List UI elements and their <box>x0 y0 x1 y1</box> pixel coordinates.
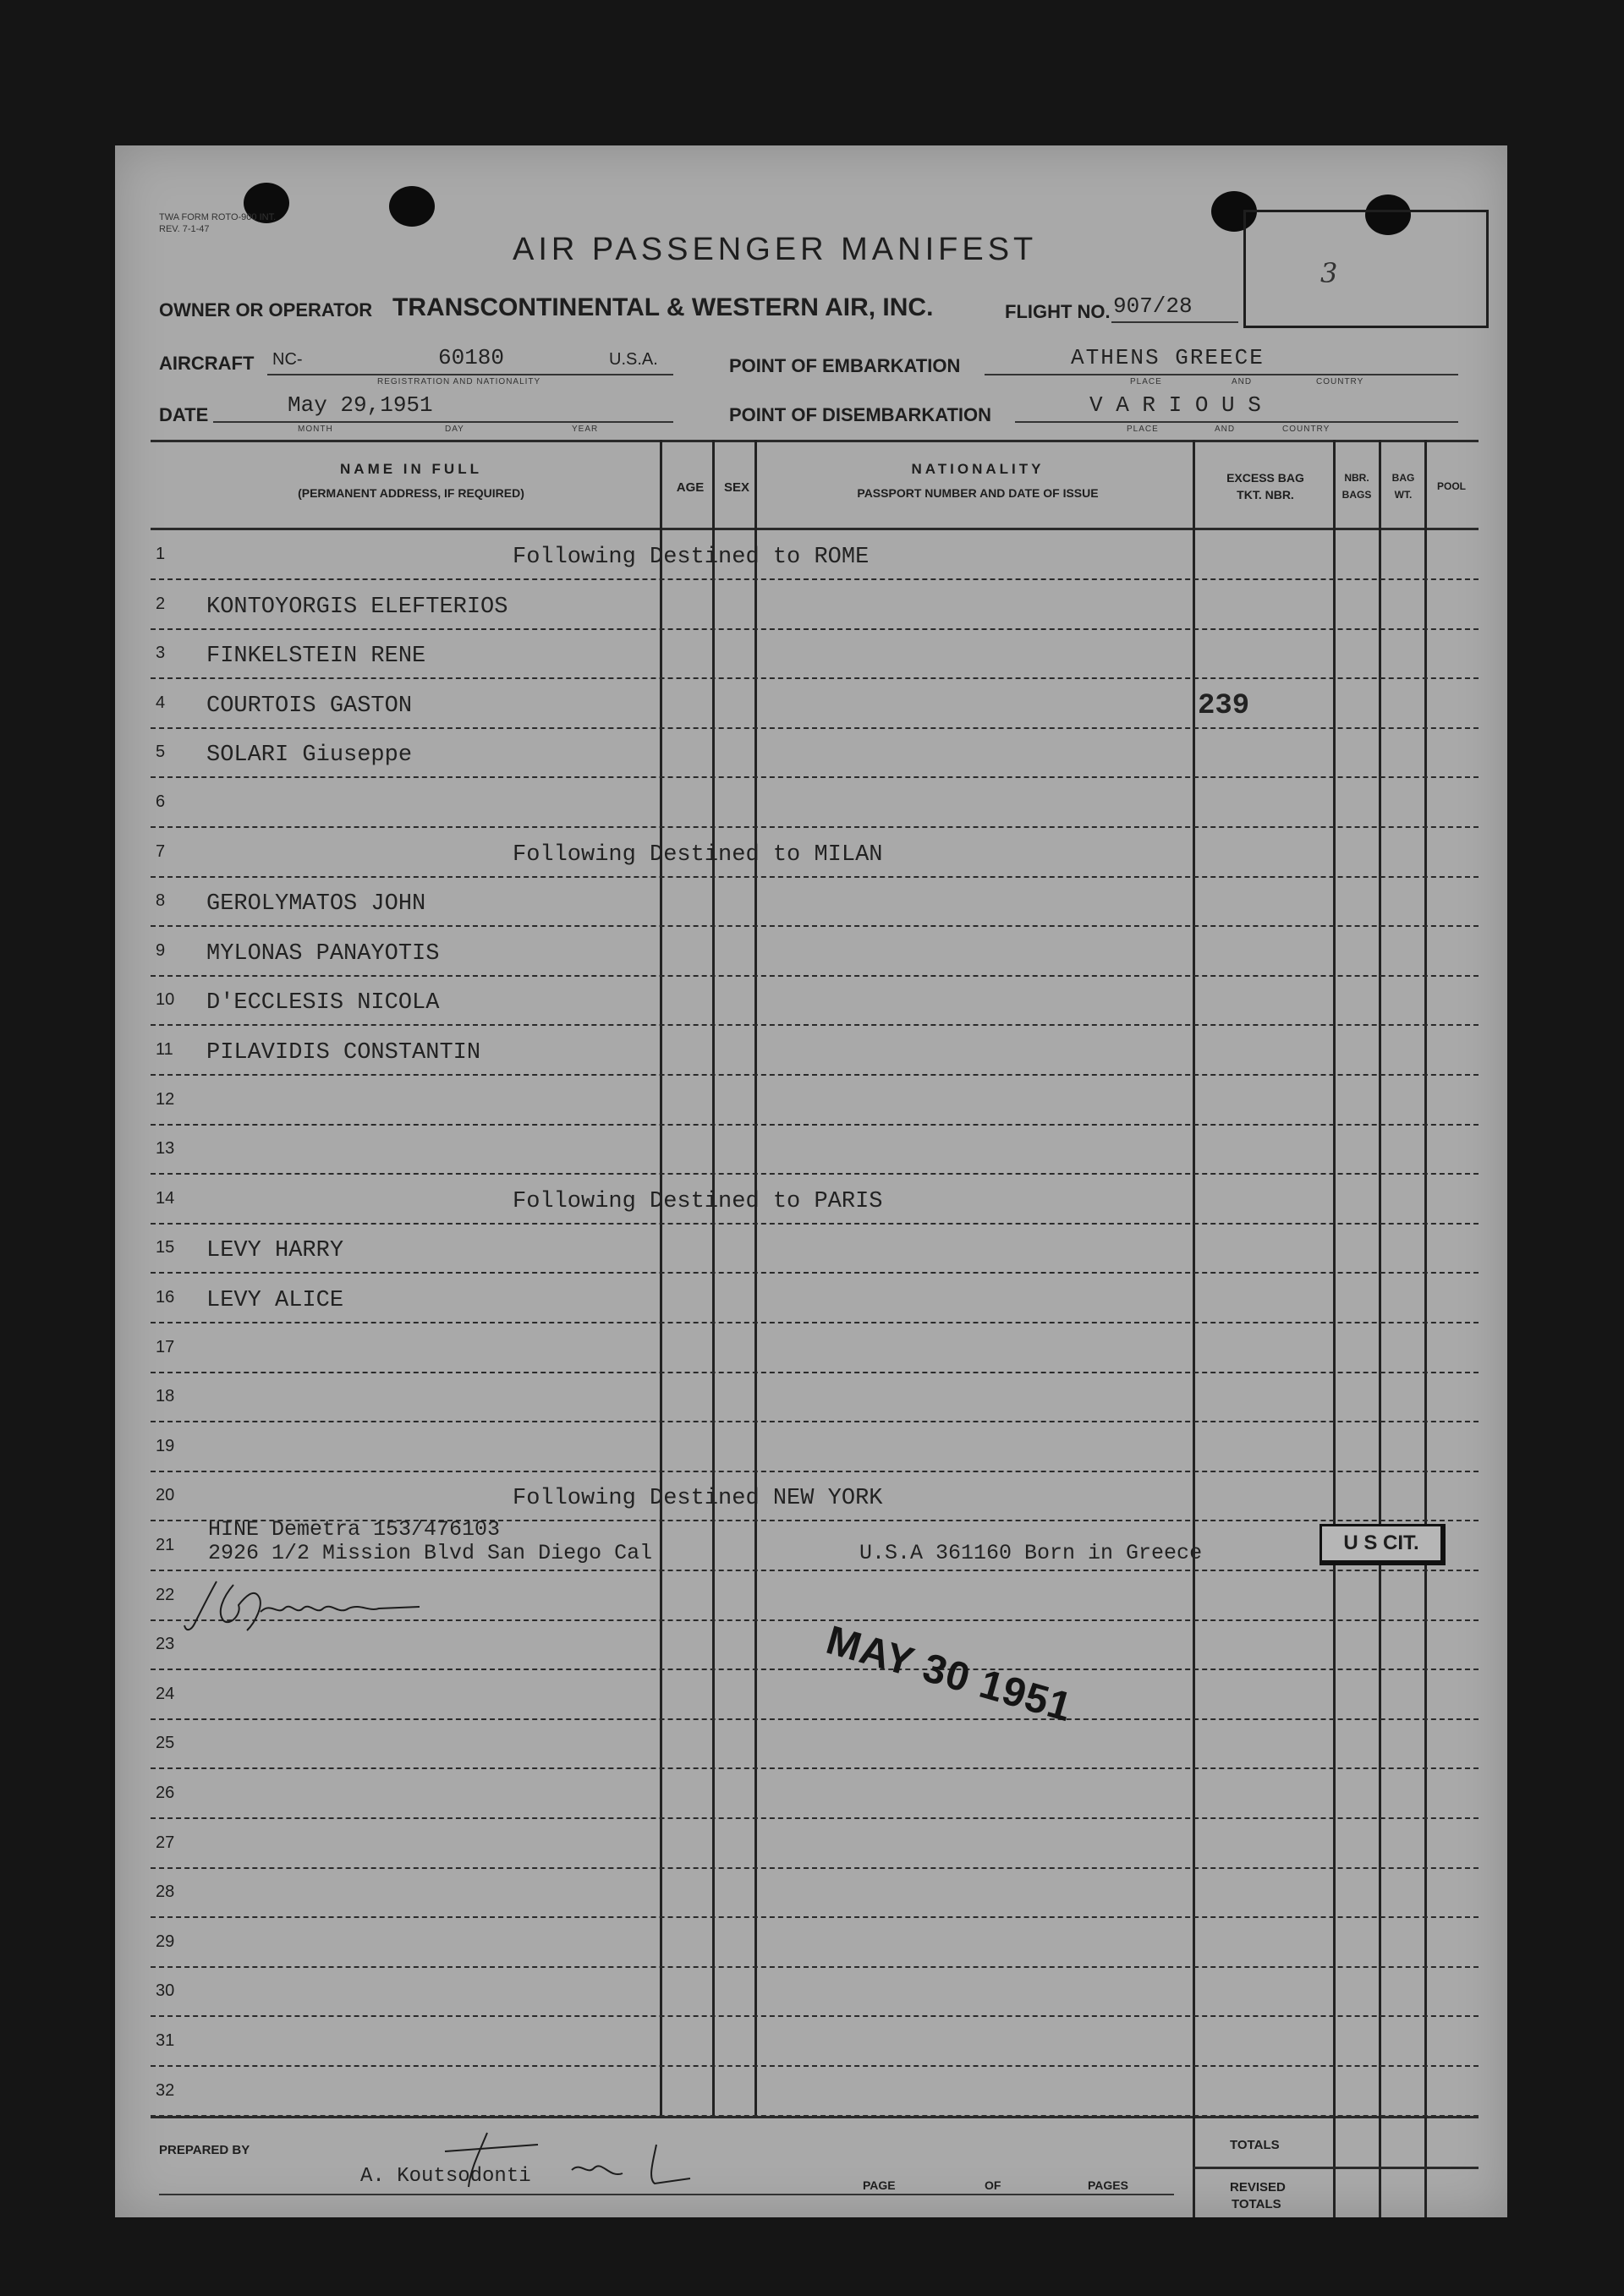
embark-value: ATHENS GREECE <box>1071 345 1265 370</box>
col-name-sub: (PERMANENT ADDRESS, IF REQUIRED) <box>298 486 524 500</box>
col-name-header: NAME IN FULL <box>340 461 482 477</box>
row-number: 10 <box>156 990 175 1009</box>
col-nbr-sub: BAGS <box>1341 489 1372 501</box>
row-line <box>151 1916 1479 1918</box>
col-excess-header: EXCESS BAG <box>1226 471 1304 485</box>
row-line <box>151 1223 1479 1225</box>
destination-heading: Following Destined NEW YORK <box>513 1486 883 1511</box>
passenger-name: D'ECCLESIS NICOLA <box>206 990 440 1016</box>
destination-heading: Following Destined to ROME <box>513 545 870 570</box>
form-revision: REV. 7-1-47 <box>159 224 210 234</box>
pages-label: PAGES <box>1088 2178 1128 2192</box>
aircraft-label: AIRCRAFT <box>159 353 255 374</box>
passenger-name: LEVY HARRY <box>206 1238 344 1263</box>
row-line <box>151 1471 1479 1472</box>
row-number: 22 <box>156 1586 175 1604</box>
col-sex-header: SEX <box>723 480 749 495</box>
row-number: 6 <box>156 792 166 811</box>
totals-label: TOTALS <box>1230 2138 1280 2152</box>
row-line <box>151 1867 1479 1869</box>
row-line <box>151 578 1479 580</box>
row-line <box>151 677 1479 679</box>
row-number: 11 <box>156 1040 173 1059</box>
disembark-value: V A R I O U S <box>1089 392 1261 418</box>
col-divider <box>660 440 662 2116</box>
col-excess-sub: TKT. NBR. <box>1237 488 1294 501</box>
destination-heading: Following Destined to PARIS <box>513 1189 883 1214</box>
table-header-border <box>151 528 1479 530</box>
aircraft-underline <box>267 374 673 375</box>
excess-bag-ticket: 239 <box>1198 690 1250 722</box>
place-caption-2: PLACE <box>1127 425 1159 434</box>
row-number: 28 <box>156 1882 175 1901</box>
day-caption: DAY <box>445 425 464 434</box>
passenger-name: COURTOIS GASTON <box>206 693 413 719</box>
row-line <box>151 1272 1479 1274</box>
col-nationality-header: NATIONALITY <box>911 461 1045 477</box>
row-number: 31 <box>156 2031 175 2050</box>
row-number: 3 <box>156 644 166 662</box>
col-divider <box>1193 440 1195 2217</box>
row-line <box>151 2015 1479 2017</box>
date-value: May 29,1951 <box>288 392 433 418</box>
row-number: 21 <box>156 1536 175 1554</box>
row-number: 1 <box>156 545 166 563</box>
manifest-title: AIR PASSENGER MANIFEST <box>513 232 1038 267</box>
row-line <box>151 1074 1479 1076</box>
row-number: 13 <box>156 1139 175 1158</box>
embark-label: POINT OF EMBARKATION <box>729 355 961 376</box>
page-number-box <box>1243 210 1489 328</box>
ny-passenger-address: 2926 1/2 Mission Blvd San Diego Cal <box>208 1541 653 1565</box>
handwritten-signature <box>183 1571 436 1647</box>
row-line <box>151 776 1479 778</box>
col-divider <box>1424 440 1427 2217</box>
preparer-signature <box>369 2128 775 2195</box>
row-line <box>151 1817 1479 1819</box>
col-nbr-header: NBR. <box>1344 472 1369 484</box>
revised-label: REVISED <box>1230 2180 1286 2195</box>
row-number: 4 <box>156 693 166 712</box>
col-pool-header: POOL <box>1436 480 1466 492</box>
page-label: PAGE <box>863 2178 896 2192</box>
row-number: 32 <box>156 2081 175 2100</box>
registration-caption: REGISTRATION AND NATIONALITY <box>377 377 541 386</box>
passenger-name: PILAVIDIS CONSTANTIN <box>206 1040 481 1066</box>
flight-underline <box>1111 321 1238 323</box>
ny-passenger-nationality: U.S.A 361160 Born in Greece <box>859 1541 1203 1565</box>
row-line <box>151 876 1479 878</box>
aircraft-value: 60180 <box>438 345 505 370</box>
row-number: 17 <box>156 1338 175 1356</box>
date-label: DATE <box>159 404 209 425</box>
col-divider <box>1333 440 1336 2217</box>
form-code-text: TWA FORM ROTO-900 INT. <box>159 212 277 222</box>
col-divider <box>1379 440 1381 2217</box>
and-caption-2: AND <box>1215 425 1236 434</box>
embark-underline <box>985 374 1458 375</box>
row-line <box>151 1124 1479 1126</box>
row-line <box>151 1718 1479 1720</box>
row-number: 27 <box>156 1833 175 1852</box>
ny-passenger-name: HINE Demetra 153/476103 <box>208 1517 501 1542</box>
passenger-name: LEVY ALICE <box>206 1288 344 1313</box>
manifest-sheet <box>115 145 1507 2217</box>
date-underline <box>213 421 673 423</box>
row-number: 20 <box>156 1486 175 1504</box>
row-number: 15 <box>156 1238 175 1257</box>
month-caption: MONTH <box>298 425 333 434</box>
aircraft-prefix: NC- <box>272 350 303 369</box>
owner-label: OWNER OR OPERATOR <box>159 299 373 321</box>
row-number: 16 <box>156 1288 175 1307</box>
row-number: 18 <box>156 1387 175 1406</box>
flight-value: 907/28 <box>1113 293 1193 319</box>
row-number: 5 <box>156 743 166 761</box>
row-line <box>151 628 1479 630</box>
row-number: 25 <box>156 1734 175 1752</box>
country-caption-2: COUNTRY <box>1282 425 1330 434</box>
us-citizen-stamp: U S CIT. <box>1320 1524 1446 1565</box>
row-line <box>151 1669 1479 1670</box>
passenger-name: SOLARI Giuseppe <box>206 743 413 768</box>
row-line <box>151 1024 1479 1026</box>
col-bag-header: BAG <box>1391 472 1415 484</box>
row-line <box>151 925 1479 927</box>
passenger-name: KONTOYORGIS ELEFTERIOS <box>206 595 508 620</box>
country-caption: COUNTRY <box>1316 377 1364 386</box>
row-line <box>151 1173 1479 1175</box>
row-line <box>151 1966 1479 1968</box>
row-number: 19 <box>156 1437 175 1455</box>
row-number: 29 <box>156 1932 175 1951</box>
year-caption: YEAR <box>572 425 599 434</box>
row-number: 26 <box>156 1784 175 1802</box>
destination-heading: Following Destined to MILAN <box>513 842 883 868</box>
row-number: 2 <box>156 595 166 613</box>
prepared-underline <box>159 2194 1174 2195</box>
table-top-border <box>151 440 1479 442</box>
row-number: 24 <box>156 1685 175 1703</box>
totals-divider <box>1193 2167 1479 2169</box>
row-line <box>151 2115 1479 2117</box>
form-code <box>159 211 276 235</box>
passenger-name: FINKELSTEIN RENE <box>206 644 426 669</box>
col-nationality-sub: PASSPORT NUMBER AND DATE OF ISSUE <box>857 486 1099 500</box>
passenger-name: GEROLYMATOS JOHN <box>206 891 426 917</box>
row-number: 8 <box>156 891 166 910</box>
row-number: 23 <box>156 1635 175 1653</box>
place-caption: PLACE <box>1130 377 1162 386</box>
flight-label: FLIGHT NO. <box>1005 301 1111 322</box>
row-line <box>151 1767 1479 1769</box>
row-line <box>151 2065 1479 2067</box>
row-number: 9 <box>156 941 166 960</box>
col-age-header: AGE <box>676 480 705 495</box>
owner-value: TRANSCONTINENTAL & WESTERN AIR, INC. <box>392 293 934 321</box>
row-line <box>151 975 1479 977</box>
row-line <box>151 727 1479 729</box>
row-line <box>151 1421 1479 1422</box>
row-number: 30 <box>156 1981 175 2000</box>
col-divider <box>712 440 715 2116</box>
row-number: 14 <box>156 1189 175 1208</box>
punch-hole <box>389 186 435 227</box>
row-number: 7 <box>156 842 166 861</box>
row-line <box>151 1322 1479 1323</box>
passenger-name: MYLONAS PANAYOTIS <box>206 941 440 967</box>
row-line <box>151 1372 1479 1373</box>
revised-totals-label: TOTALS <box>1232 2197 1281 2211</box>
col-bag-sub: WT. <box>1394 489 1413 501</box>
prepared-by-value: A. Koutsodonti <box>360 2165 531 2188</box>
disembark-underline <box>1015 421 1458 423</box>
disembark-label: POINT OF DISEMBARKATION <box>729 404 992 425</box>
col-divider <box>754 440 757 2116</box>
of-label: OF <box>985 2178 1001 2192</box>
page-number: 3 <box>1320 257 1338 289</box>
and-caption: AND <box>1232 377 1253 386</box>
row-line <box>151 826 1479 828</box>
received-date-stamp: MAY 30 1951 <box>821 1617 1078 1731</box>
prepared-by-label: PREPARED BY <box>159 2143 250 2157</box>
aircraft-country: U.S.A. <box>609 350 658 369</box>
row-number: 12 <box>156 1090 175 1109</box>
